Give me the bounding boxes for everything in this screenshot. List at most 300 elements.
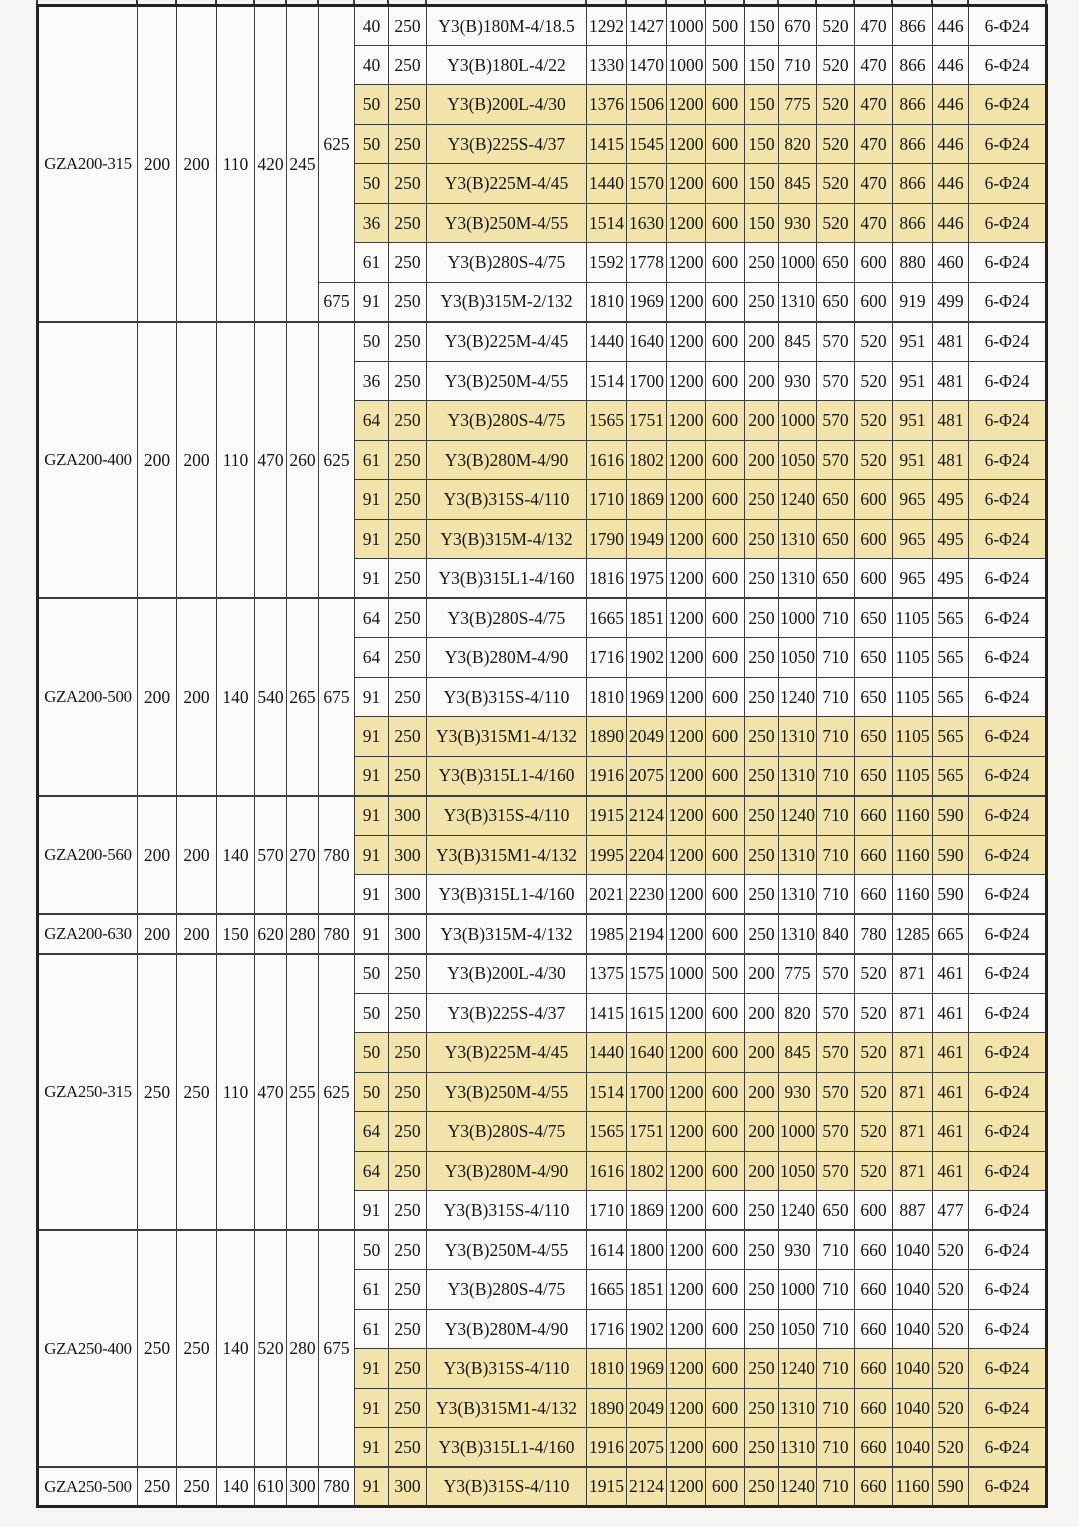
value-cell: 300	[389, 796, 427, 836]
value-cell: 871	[893, 1072, 933, 1112]
value-cell: 250	[745, 282, 779, 322]
value-cell: 665	[933, 914, 969, 954]
value-cell: 600	[855, 480, 893, 520]
value-cell: 871	[893, 993, 933, 1033]
dim-cell: 140	[217, 1230, 255, 1467]
dim-cell: 245	[287, 6, 319, 322]
motor-model-cell: Y3(B)250M-4/55	[427, 203, 587, 243]
value-cell: 520	[855, 361, 893, 401]
bolt-spec-cell: 6-Φ24	[969, 559, 1047, 599]
value-cell: 965	[893, 559, 933, 599]
value-cell: 1614	[587, 1230, 627, 1270]
value-cell: 250	[389, 519, 427, 559]
value-cell: 710	[817, 875, 855, 915]
value-cell: 250	[745, 677, 779, 717]
model-cell: GZA250-400	[38, 1230, 138, 1467]
value-cell: 300	[389, 835, 427, 875]
value-cell: 871	[893, 954, 933, 994]
value-cell: 250	[389, 1230, 427, 1270]
value-cell: 710	[817, 1388, 855, 1428]
value-cell: 600	[706, 124, 745, 164]
value-cell: 50	[355, 1033, 389, 1073]
ratio-cell: 780	[319, 914, 355, 954]
value-cell: 1514	[587, 203, 627, 243]
motor-model-cell: Y3(B)315L1-4/160	[427, 875, 587, 915]
value-cell: 600	[706, 1072, 745, 1112]
bolt-spec-cell: 6-Φ24	[969, 1191, 1047, 1231]
dim-cell: 540	[255, 598, 287, 796]
value-cell: 1869	[627, 1191, 667, 1231]
value-cell: 250	[745, 598, 779, 638]
value-cell: 930	[779, 203, 817, 243]
value-cell: 1375	[587, 954, 627, 994]
ratio-cell: 780	[319, 1467, 355, 1507]
value-cell: 930	[779, 1230, 817, 1270]
value-cell: 250	[389, 361, 427, 401]
value-cell: 495	[933, 559, 969, 599]
value-cell: 1506	[627, 85, 667, 125]
value-cell: 250	[389, 164, 427, 204]
value-cell: 590	[933, 875, 969, 915]
model-cell: GZA200-500	[38, 598, 138, 796]
value-cell: 1616	[587, 1151, 627, 1191]
value-cell: 1000	[779, 1270, 817, 1310]
model-cell: GZA250-500	[38, 1467, 138, 1507]
value-cell: 570	[817, 1072, 855, 1112]
value-cell: 570	[817, 993, 855, 1033]
value-cell: 91	[355, 519, 389, 559]
value-cell: 150	[745, 85, 779, 125]
dim-cell: 470	[255, 322, 287, 599]
value-cell: 590	[933, 835, 969, 875]
value-cell: 250	[389, 1428, 427, 1468]
value-cell: 1292	[587, 6, 627, 46]
value-cell: 520	[817, 124, 855, 164]
value-cell: 446	[933, 45, 969, 85]
value-cell: 650	[855, 756, 893, 796]
dim-cell: 200	[177, 914, 217, 954]
value-cell: 520	[817, 164, 855, 204]
value-cell: 1200	[667, 1270, 706, 1310]
value-cell: 951	[893, 361, 933, 401]
dim-cell: 570	[255, 796, 287, 915]
bolt-spec-cell: 6-Φ24	[969, 164, 1047, 204]
value-cell: 710	[817, 756, 855, 796]
value-cell: 461	[933, 1112, 969, 1152]
value-cell: 495	[933, 480, 969, 520]
value-cell: 565	[933, 756, 969, 796]
dim-cell: 200	[138, 598, 177, 796]
value-cell: 481	[933, 401, 969, 441]
dim-cell: 200	[177, 598, 217, 796]
bolt-spec-cell: 6-Φ24	[969, 519, 1047, 559]
value-cell: 200	[745, 1112, 779, 1152]
dim-cell: 200	[138, 914, 177, 954]
value-cell: 1240	[779, 480, 817, 520]
value-cell: 951	[893, 401, 933, 441]
bolt-spec-cell: 6-Φ24	[969, 1388, 1047, 1428]
value-cell: 600	[706, 559, 745, 599]
value-cell: 250	[389, 203, 427, 243]
value-cell: 600	[706, 796, 745, 836]
value-cell: 1240	[779, 1191, 817, 1231]
value-cell: 710	[817, 835, 855, 875]
value-cell: 2049	[627, 717, 667, 757]
table-row	[38, 954, 1047, 994]
value-cell: 91	[355, 717, 389, 757]
value-cell: 1200	[667, 1112, 706, 1152]
value-cell: 951	[893, 440, 933, 480]
bolt-spec-cell: 6-Φ24	[969, 6, 1047, 46]
value-cell: 470	[855, 164, 893, 204]
value-cell: 1969	[627, 1349, 667, 1389]
value-cell: 1716	[587, 1309, 627, 1349]
motor-model-cell: Y3(B)225S-4/37	[427, 993, 587, 1033]
value-cell: 520	[817, 6, 855, 46]
value-cell: 40	[355, 45, 389, 85]
value-cell: 1916	[587, 1428, 627, 1468]
value-cell: 36	[355, 203, 389, 243]
value-cell: 565	[933, 677, 969, 717]
value-cell: 1440	[587, 1033, 627, 1073]
value-cell: 570	[817, 1151, 855, 1191]
value-cell: 50	[355, 993, 389, 1033]
value-cell: 1160	[893, 1467, 933, 1507]
motor-model-cell: Y3(B)200L-4/30	[427, 85, 587, 125]
value-cell: 150	[745, 6, 779, 46]
value-cell: 481	[933, 440, 969, 480]
value-cell: 1200	[667, 677, 706, 717]
dim-cell: 280	[287, 914, 319, 954]
bolt-spec-cell: 6-Φ24	[969, 875, 1047, 915]
value-cell: 250	[389, 480, 427, 520]
value-cell: 500	[706, 6, 745, 46]
motor-model-cell: Y3(B)315S-4/110	[427, 796, 587, 836]
bolt-spec-cell: 6-Φ24	[969, 124, 1047, 164]
value-cell: 250	[745, 1191, 779, 1231]
value-cell: 520	[933, 1270, 969, 1310]
value-cell: 600	[706, 993, 745, 1033]
value-cell: 1545	[627, 124, 667, 164]
value-cell: 1751	[627, 401, 667, 441]
value-cell: 650	[817, 480, 855, 520]
value-cell: 845	[779, 1033, 817, 1073]
value-cell: 1200	[667, 993, 706, 1033]
value-cell: 1816	[587, 559, 627, 599]
value-cell: 50	[355, 322, 389, 362]
value-cell: 1969	[627, 677, 667, 717]
value-cell: 1969	[627, 282, 667, 322]
table-row	[38, 796, 1047, 836]
value-cell: 91	[355, 282, 389, 322]
value-cell: 1310	[779, 914, 817, 954]
value-cell: 710	[817, 717, 855, 757]
value-cell: 50	[355, 1230, 389, 1270]
value-cell: 250	[389, 638, 427, 678]
value-cell: 150	[745, 164, 779, 204]
dim-cell: 420	[255, 6, 287, 322]
value-cell: 1415	[587, 993, 627, 1033]
value-cell: 1710	[587, 1191, 627, 1231]
value-cell: 866	[893, 164, 933, 204]
value-cell: 1105	[893, 638, 933, 678]
value-cell: 845	[779, 164, 817, 204]
value-cell: 1851	[627, 598, 667, 638]
value-cell: 670	[779, 6, 817, 46]
value-cell: 1040	[893, 1270, 933, 1310]
value-cell: 461	[933, 954, 969, 994]
value-cell: 1665	[587, 1270, 627, 1310]
value-cell: 460	[933, 243, 969, 283]
value-cell: 250	[389, 401, 427, 441]
value-cell: 710	[817, 598, 855, 638]
table-row	[38, 322, 1047, 362]
value-cell: 840	[817, 914, 855, 954]
bolt-spec-cell: 6-Φ24	[969, 401, 1047, 441]
value-cell: 2049	[627, 1388, 667, 1428]
value-cell: 1915	[587, 796, 627, 836]
value-cell: 570	[817, 401, 855, 441]
value-cell: 600	[706, 322, 745, 362]
value-cell: 1040	[893, 1230, 933, 1270]
value-cell: 1592	[587, 243, 627, 283]
value-cell: 250	[389, 322, 427, 362]
value-cell: 250	[745, 1270, 779, 1310]
motor-model-cell: Y3(B)315S-4/110	[427, 1349, 587, 1389]
value-cell: 965	[893, 480, 933, 520]
dim-cell: 250	[177, 1467, 217, 1507]
value-cell: 866	[893, 203, 933, 243]
value-cell: 866	[893, 85, 933, 125]
value-cell: 1200	[667, 875, 706, 915]
value-cell: 520	[817, 203, 855, 243]
value-cell: 520	[817, 85, 855, 125]
value-cell: 50	[355, 954, 389, 994]
value-cell: 600	[706, 756, 745, 796]
value-cell: 50	[355, 124, 389, 164]
value-cell: 1700	[627, 361, 667, 401]
value-cell: 1200	[667, 796, 706, 836]
value-cell: 1570	[627, 164, 667, 204]
value-cell: 1240	[779, 1349, 817, 1389]
value-cell: 1040	[893, 1388, 933, 1428]
value-cell: 1851	[627, 1270, 667, 1310]
value-cell: 520	[855, 954, 893, 994]
value-cell: 446	[933, 203, 969, 243]
value-cell: 250	[389, 559, 427, 599]
value-cell: 61	[355, 243, 389, 283]
value-cell: 477	[933, 1191, 969, 1231]
value-cell: 91	[355, 677, 389, 717]
bolt-spec-cell: 6-Φ24	[969, 1151, 1047, 1191]
value-cell: 250	[745, 480, 779, 520]
value-cell: 250	[389, 1270, 427, 1310]
motor-model-cell: Y3(B)315L1-4/160	[427, 559, 587, 599]
value-cell: 1200	[667, 1151, 706, 1191]
dim-cell: 140	[217, 1467, 255, 1507]
value-cell: 660	[855, 875, 893, 915]
ratio-cell: 780	[319, 796, 355, 915]
motor-spec-table	[36, 4, 1048, 1508]
motor-model-cell: Y3(B)225S-4/37	[427, 124, 587, 164]
value-cell: 660	[855, 1309, 893, 1349]
value-cell: 1200	[667, 1428, 706, 1468]
bolt-spec-cell: 6-Φ24	[969, 322, 1047, 362]
motor-model-cell: Y3(B)280M-4/90	[427, 440, 587, 480]
value-cell: 61	[355, 440, 389, 480]
value-cell: 600	[706, 440, 745, 480]
value-cell: 871	[893, 1112, 933, 1152]
value-cell: 650	[817, 1191, 855, 1231]
dim-cell: 140	[217, 796, 255, 915]
value-cell: 1616	[587, 440, 627, 480]
value-cell: 710	[817, 1230, 855, 1270]
value-cell: 570	[817, 954, 855, 994]
ratio-cell: 675	[319, 282, 355, 322]
value-cell: 1200	[667, 361, 706, 401]
value-cell: 1105	[893, 598, 933, 638]
table-row	[38, 1467, 1047, 1507]
dim-cell: 250	[177, 1230, 217, 1467]
value-cell: 250	[745, 1309, 779, 1349]
value-cell: 710	[817, 1349, 855, 1389]
value-cell: 600	[706, 282, 745, 322]
dim-cell: 200	[177, 322, 217, 599]
value-cell: 1427	[627, 6, 667, 46]
value-cell: 91	[355, 875, 389, 915]
motor-model-cell: Y3(B)280S-4/75	[427, 598, 587, 638]
value-cell: 91	[355, 1388, 389, 1428]
value-cell: 600	[855, 559, 893, 599]
value-cell: 520	[817, 45, 855, 85]
value-cell: 710	[817, 638, 855, 678]
value-cell: 91	[355, 480, 389, 520]
value-cell: 1000	[779, 243, 817, 283]
value-cell: 1902	[627, 638, 667, 678]
value-cell: 660	[855, 1230, 893, 1270]
value-cell: 1869	[627, 480, 667, 520]
value-cell: 1310	[779, 756, 817, 796]
value-cell: 300	[389, 1467, 427, 1507]
value-cell: 1200	[667, 638, 706, 678]
motor-model-cell: Y3(B)225M-4/45	[427, 164, 587, 204]
bolt-spec-cell: 6-Φ24	[969, 440, 1047, 480]
value-cell: 250	[389, 1388, 427, 1428]
value-cell: 500	[706, 954, 745, 994]
motor-model-cell: Y3(B)280M-4/90	[427, 1151, 587, 1191]
ratio-cell: 625	[319, 322, 355, 599]
value-cell: 1050	[779, 1151, 817, 1191]
value-cell: 150	[745, 124, 779, 164]
value-cell: 300	[389, 914, 427, 954]
value-cell: 1615	[627, 993, 667, 1033]
value-cell: 91	[355, 1428, 389, 1468]
value-cell: 1802	[627, 1151, 667, 1191]
value-cell: 1716	[587, 638, 627, 678]
value-cell: 520	[855, 322, 893, 362]
value-cell: 1000	[667, 954, 706, 994]
value-cell: 250	[389, 1112, 427, 1152]
value-cell: 1200	[667, 914, 706, 954]
value-cell: 446	[933, 85, 969, 125]
dim-cell: 260	[287, 322, 319, 599]
value-cell: 650	[855, 598, 893, 638]
motor-model-cell: Y3(B)315S-4/110	[427, 677, 587, 717]
motor-model-cell: Y3(B)250M-4/55	[427, 1072, 587, 1112]
value-cell: 1160	[893, 796, 933, 836]
value-cell: 650	[817, 243, 855, 283]
value-cell: 1440	[587, 164, 627, 204]
bolt-spec-cell: 6-Φ24	[969, 1349, 1047, 1389]
value-cell: 1200	[667, 401, 706, 441]
bolt-spec-cell: 6-Φ24	[969, 1467, 1047, 1507]
bolt-spec-cell: 6-Φ24	[969, 1428, 1047, 1468]
value-cell: 250	[389, 1191, 427, 1231]
dim-cell: 150	[217, 914, 255, 954]
value-cell: 520	[933, 1309, 969, 1349]
value-cell: 1200	[667, 559, 706, 599]
value-cell: 650	[855, 717, 893, 757]
value-cell: 1310	[779, 519, 817, 559]
value-cell: 600	[706, 875, 745, 915]
value-cell: 91	[355, 756, 389, 796]
value-cell: 1200	[667, 480, 706, 520]
value-cell: 200	[745, 361, 779, 401]
value-cell: 1050	[779, 440, 817, 480]
bolt-spec-cell: 6-Φ24	[969, 203, 1047, 243]
value-cell: 590	[933, 1467, 969, 1507]
value-cell: 1105	[893, 717, 933, 757]
value-cell: 250	[745, 796, 779, 836]
value-cell: 1200	[667, 835, 706, 875]
value-cell: 1802	[627, 440, 667, 480]
value-cell: 250	[389, 243, 427, 283]
value-cell: 1050	[779, 638, 817, 678]
value-cell: 930	[779, 361, 817, 401]
value-cell: 1800	[627, 1230, 667, 1270]
value-cell: 1975	[627, 559, 667, 599]
value-cell: 91	[355, 835, 389, 875]
value-cell: 495	[933, 519, 969, 559]
value-cell: 930	[779, 1072, 817, 1112]
bolt-spec-cell: 6-Φ24	[969, 993, 1047, 1033]
value-cell: 710	[817, 796, 855, 836]
value-cell: 965	[893, 519, 933, 559]
value-cell: 570	[817, 1033, 855, 1073]
value-cell: 710	[779, 45, 817, 85]
motor-model-cell: Y3(B)225M-4/45	[427, 1033, 587, 1073]
value-cell: 1200	[667, 164, 706, 204]
value-cell: 1200	[667, 756, 706, 796]
value-cell: 2124	[627, 1467, 667, 1507]
motor-model-cell: Y3(B)200L-4/30	[427, 954, 587, 994]
bolt-spec-cell: 6-Φ24	[969, 282, 1047, 322]
value-cell: 250	[745, 835, 779, 875]
dim-cell: 265	[287, 598, 319, 796]
bolt-spec-cell: 6-Φ24	[969, 638, 1047, 678]
value-cell: 1310	[779, 559, 817, 599]
value-cell: 1376	[587, 85, 627, 125]
dim-cell: 140	[217, 598, 255, 796]
value-cell: 64	[355, 401, 389, 441]
value-cell: 600	[706, 1112, 745, 1152]
value-cell: 1200	[667, 124, 706, 164]
value-cell: 1630	[627, 203, 667, 243]
value-cell: 461	[933, 1033, 969, 1073]
value-cell: 600	[855, 1191, 893, 1231]
value-cell: 1310	[779, 875, 817, 915]
value-cell: 600	[706, 401, 745, 441]
